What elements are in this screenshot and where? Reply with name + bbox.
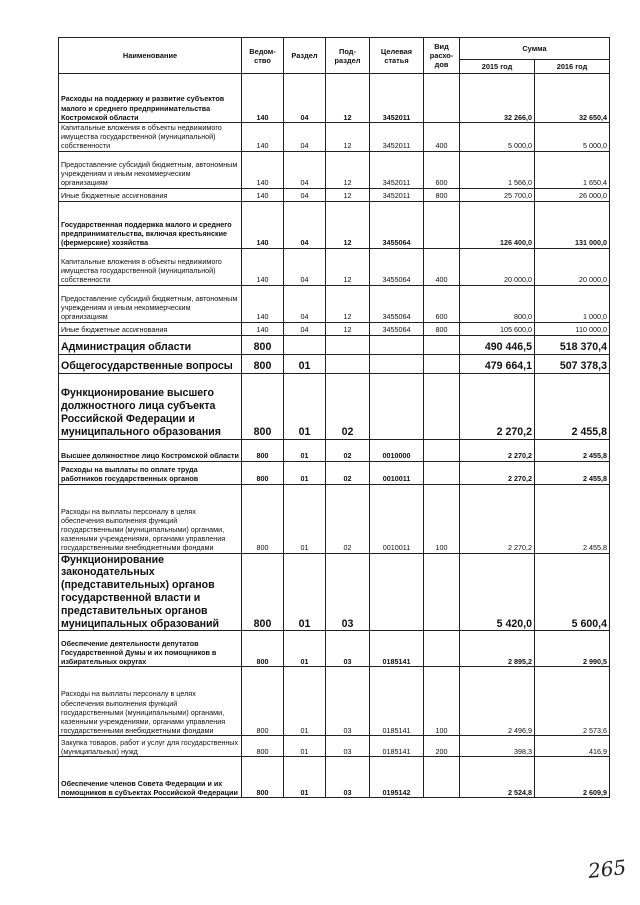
row-s2016: 416,9 xyxy=(535,736,610,757)
row-vid xyxy=(424,335,460,354)
row-s2016: 518 370,4 xyxy=(535,335,610,354)
row-razdel: 01 xyxy=(284,667,326,736)
row-name: Иные бюджетные ассигнования xyxy=(59,322,242,335)
table-row xyxy=(59,285,610,322)
table-row xyxy=(59,188,610,201)
row-podrazdel: 12 xyxy=(326,123,370,152)
row-s2016: 2 455,8 xyxy=(535,484,610,553)
row-vid: 400 xyxy=(424,123,460,152)
header-razdel: Раздел xyxy=(284,38,326,74)
row-vid xyxy=(424,439,460,461)
row-ved: 140 xyxy=(242,74,284,123)
row-ved: 800 xyxy=(242,354,284,373)
row-razdel: 01 xyxy=(284,354,326,373)
row-s2016: 2 455,8 xyxy=(535,373,610,439)
row-tsel: 3455064 xyxy=(370,201,424,248)
row-name: Закупка товаров, работ и услуг для государственных (муниципальных) нужд xyxy=(59,736,242,757)
table-row xyxy=(59,484,610,553)
row-vid xyxy=(424,74,460,123)
row-ved: 800 xyxy=(242,757,284,798)
row-vid: 100 xyxy=(424,667,460,736)
row-name: Иные бюджетные ассигнования xyxy=(59,188,242,201)
row-s2016: 507 378,3 xyxy=(535,354,610,373)
header-name: Наименование xyxy=(59,38,242,74)
row-s2016: 26 000,0 xyxy=(535,188,610,201)
row-s2016: 5 000,0 xyxy=(535,123,610,152)
row-ved: 140 xyxy=(242,248,284,285)
row-s2015: 105 600,0 xyxy=(460,322,535,335)
row-podrazdel: 12 xyxy=(326,285,370,322)
row-s2016: 1 650,4 xyxy=(535,151,610,188)
row-ved: 800 xyxy=(242,373,284,439)
table-row xyxy=(59,74,610,123)
row-s2015: 25 700,0 xyxy=(460,188,535,201)
row-ved: 140 xyxy=(242,322,284,335)
row-razdel: 01 xyxy=(284,553,326,631)
row-name: Администрация области xyxy=(59,335,242,354)
row-name: Высшее должностное лицо Костромской области xyxy=(59,439,242,461)
row-razdel: 01 xyxy=(284,461,326,484)
row-podrazdel: 12 xyxy=(326,151,370,188)
row-vid xyxy=(424,354,460,373)
row-name: Общегосударственные вопросы xyxy=(59,354,242,373)
row-name: Капитальные вложения в объекты недвижимого имущества государственной (муниципальной) собственности xyxy=(59,123,242,152)
row-vid xyxy=(424,553,460,631)
table-row xyxy=(59,151,610,188)
row-ved: 800 xyxy=(242,461,284,484)
header-podrazdel: Под-раздел xyxy=(326,38,370,74)
row-vid xyxy=(424,631,460,667)
row-podrazdel xyxy=(326,354,370,373)
header-ved: Ведом-ство xyxy=(242,38,284,74)
row-s2016: 2 609,9 xyxy=(535,757,610,798)
row-razdel: 01 xyxy=(284,631,326,667)
row-vid xyxy=(424,461,460,484)
row-vid xyxy=(424,201,460,248)
row-name: Расходы на выплаты персоналу в целях обеспечения выполнения функций государственными (муниципальными) органами, казенными учреждениями, органами управления государственными внебюджетными фондами xyxy=(59,667,242,736)
row-tsel: 0185141 xyxy=(370,667,424,736)
row-tsel: 0010000 xyxy=(370,439,424,461)
row-ved: 140 xyxy=(242,151,284,188)
row-s2015: 5 000,0 xyxy=(460,123,535,152)
row-s2015: 2 270,2 xyxy=(460,373,535,439)
row-tsel xyxy=(370,354,424,373)
row-razdel: 04 xyxy=(284,285,326,322)
table-row xyxy=(59,322,610,335)
row-podrazdel: 12 xyxy=(326,248,370,285)
row-razdel xyxy=(284,335,326,354)
table-row xyxy=(59,461,610,484)
row-ved: 800 xyxy=(242,439,284,461)
row-s2015: 2 270,2 xyxy=(460,439,535,461)
row-ved: 800 xyxy=(242,553,284,631)
row-name: Расходы на поддержку и развитие субъектов малого и среднего предпринимательства Костромской области xyxy=(59,74,242,123)
row-vid xyxy=(424,373,460,439)
row-ved: 800 xyxy=(242,335,284,354)
row-razdel: 01 xyxy=(284,757,326,798)
row-podrazdel: 12 xyxy=(326,74,370,123)
row-s2015: 20 000,0 xyxy=(460,248,535,285)
header-2015: 2015 год xyxy=(460,60,535,74)
header-2016: 2016 год xyxy=(535,60,610,74)
row-vid: 200 xyxy=(424,736,460,757)
row-tsel: 3452011 xyxy=(370,74,424,123)
table-row xyxy=(59,631,610,667)
table-row xyxy=(59,248,610,285)
row-name: Расходы на выплаты персоналу в целях обеспечения выполнения функций государственными (муниципальными) органами, казенными учреждениями, органами управления государственными внебюджетными фондами xyxy=(59,484,242,553)
row-s2016: 2 573,6 xyxy=(535,667,610,736)
row-razdel: 04 xyxy=(284,74,326,123)
header-summa: Сумма xyxy=(460,38,610,60)
row-vid: 800 xyxy=(424,322,460,335)
row-s2015: 479 664,1 xyxy=(460,354,535,373)
table-row xyxy=(59,757,610,798)
table-row xyxy=(59,201,610,248)
row-razdel: 04 xyxy=(284,151,326,188)
row-vid: 100 xyxy=(424,484,460,553)
row-s2016: 1 000,0 xyxy=(535,285,610,322)
row-tsel: 0195142 xyxy=(370,757,424,798)
row-s2015: 2 270,2 xyxy=(460,461,535,484)
row-s2016: 2 455,8 xyxy=(535,439,610,461)
row-s2016: 131 000,0 xyxy=(535,201,610,248)
row-vid: 800 xyxy=(424,188,460,201)
row-s2016: 2 990,5 xyxy=(535,631,610,667)
row-tsel xyxy=(370,373,424,439)
row-name: Капитальные вложения в объекты недвижимого имущества государственной (муниципальной) собственности xyxy=(59,248,242,285)
row-s2015: 126 400,0 xyxy=(460,201,535,248)
row-tsel: 3452011 xyxy=(370,188,424,201)
table-row xyxy=(59,736,610,757)
row-podrazdel: 02 xyxy=(326,461,370,484)
row-vid: 600 xyxy=(424,285,460,322)
row-vid xyxy=(424,757,460,798)
row-name: Предоставление субсидий бюджетным, автономным учреждениям и иным некоммерческим организациям xyxy=(59,151,242,188)
row-razdel: 01 xyxy=(284,736,326,757)
row-vid: 600 xyxy=(424,151,460,188)
row-podrazdel: 12 xyxy=(326,201,370,248)
row-s2015: 2 895,2 xyxy=(460,631,535,667)
row-ved: 800 xyxy=(242,736,284,757)
table-row xyxy=(59,354,610,373)
row-podrazdel: 02 xyxy=(326,439,370,461)
row-tsel: 3452011 xyxy=(370,151,424,188)
row-podrazdel: 02 xyxy=(326,484,370,553)
row-ved: 800 xyxy=(242,484,284,553)
table-row xyxy=(59,553,610,631)
row-name: Обеспечение членов Совета Федерации и их помощников в субъектах Российской Федерации xyxy=(59,757,242,798)
row-s2016: 20 000,0 xyxy=(535,248,610,285)
row-tsel: 0185141 xyxy=(370,631,424,667)
page-number: 265 xyxy=(586,855,628,883)
row-tsel: 3452011 xyxy=(370,123,424,152)
row-s2015: 2 496,9 xyxy=(460,667,535,736)
row-name: Функционирование законодательных (представительных) органов государственной власти и представительных органов муниципальных образований xyxy=(59,553,242,631)
row-razdel: 01 xyxy=(284,484,326,553)
row-ved: 140 xyxy=(242,285,284,322)
header-vid: Вид расхо-дов xyxy=(424,38,460,74)
row-name: Функционирование высшего должностного лица субъекта Российской Федерации и муниципального образования xyxy=(59,373,242,439)
row-podrazdel: 03 xyxy=(326,757,370,798)
row-s2015: 2 524,8 xyxy=(460,757,535,798)
row-razdel: 04 xyxy=(284,201,326,248)
row-s2015: 2 270,2 xyxy=(460,484,535,553)
row-name: Государственная поддержка малого и среднего предпринимательства, включая крестьянские (фермерские) хозяйства xyxy=(59,201,242,248)
row-s2016: 5 600,4 xyxy=(535,553,610,631)
row-ved: 140 xyxy=(242,201,284,248)
row-podrazdel: 12 xyxy=(326,322,370,335)
row-s2016: 2 455,8 xyxy=(535,461,610,484)
row-tsel: 3455064 xyxy=(370,248,424,285)
row-s2016: 110 000,0 xyxy=(535,322,610,335)
row-s2015: 32 266,0 xyxy=(460,74,535,123)
row-razdel: 04 xyxy=(284,322,326,335)
row-tsel xyxy=(370,335,424,354)
row-s2015: 5 420,0 xyxy=(460,553,535,631)
table-row xyxy=(59,667,610,736)
row-name: Предоставление субсидий бюджетным, автономным учреждениям и иным некоммерческим организациям xyxy=(59,285,242,322)
row-tsel: 0010011 xyxy=(370,484,424,553)
row-ved: 800 xyxy=(242,631,284,667)
row-name: Обеспечение деятельности депутатов Государственной Думы и их помощников в избирательных округах xyxy=(59,631,242,667)
table-row xyxy=(59,335,610,354)
row-tsel: 0185141 xyxy=(370,736,424,757)
row-ved: 140 xyxy=(242,188,284,201)
row-s2015: 800,0 xyxy=(460,285,535,322)
row-ved: 800 xyxy=(242,667,284,736)
row-podrazdel: 03 xyxy=(326,553,370,631)
row-ved: 140 xyxy=(242,123,284,152)
row-podrazdel: 03 xyxy=(326,667,370,736)
budget-table xyxy=(58,37,610,798)
table-row xyxy=(59,439,610,461)
row-podrazdel: 02 xyxy=(326,373,370,439)
row-razdel: 01 xyxy=(284,439,326,461)
row-podrazdel xyxy=(326,335,370,354)
row-s2015: 398,3 xyxy=(460,736,535,757)
row-s2016: 32 650,4 xyxy=(535,74,610,123)
row-razdel: 04 xyxy=(284,188,326,201)
row-s2015: 1 566,0 xyxy=(460,151,535,188)
row-vid: 400 xyxy=(424,248,460,285)
row-podrazdel: 12 xyxy=(326,188,370,201)
row-podrazdel: 03 xyxy=(326,631,370,667)
table-row xyxy=(59,373,610,439)
row-tsel: 3455064 xyxy=(370,285,424,322)
row-razdel: 04 xyxy=(284,123,326,152)
row-tsel: 3455064 xyxy=(370,322,424,335)
header-tsel: Целевая статья xyxy=(370,38,424,74)
row-razdel: 04 xyxy=(284,248,326,285)
row-podrazdel: 03 xyxy=(326,736,370,757)
row-s2015: 490 446,5 xyxy=(460,335,535,354)
row-name: Расходы на выплаты по оплате труда работников государственных органов xyxy=(59,461,242,484)
row-razdel: 01 xyxy=(284,373,326,439)
table-row xyxy=(59,123,610,152)
row-tsel: 0010011 xyxy=(370,461,424,484)
row-tsel xyxy=(370,553,424,631)
